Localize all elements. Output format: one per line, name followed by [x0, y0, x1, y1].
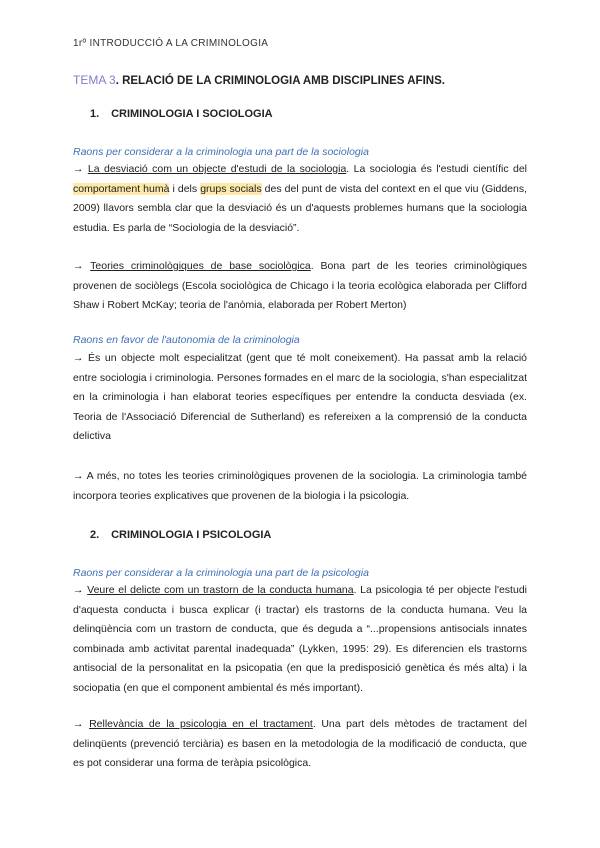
text: . La sociologia és l'estudi científic del [346, 163, 528, 175]
section-1-subheading-1: Raons per considerar a la criminologia una part de la sociologia [73, 146, 369, 158]
highlight: grups socials [200, 182, 262, 195]
section-1-paragraph-4: → A més, no totes les teories criminològiques provenen de la sociologia. La criminologia també incorpora teories explicatives que provenen de la biologia i la psicologia. [73, 470, 527, 502]
section-1-heading [90, 108, 273, 120]
section-1-title: CRIMINOLOGIA I SOCIOLOGIA [111, 108, 273, 120]
chapter-title [73, 73, 445, 87]
arrow: → [73, 718, 90, 730]
page-header: 1rº INTRODUCCIÓ A LA CRIMINOLOGIA [73, 38, 269, 49]
text: . La psicologia té per objecte l'estudi d'aquesta conducta i busca explicar (i tractar) els trastorns de la conducta humana. Veu la delinqüència com un trastorn de conducta, que és deguda a “...propensions antisocials innates combinada amb activitat parental inadequada” (Lykken, 1995: 29). Es diferencien els trastorns antisocial de la personalitat en la psicopatia (en que la predisposició genètica és més alta) i la sociopatia (en que el component ambiental és més important). [73, 584, 527, 694]
chapter-number: TEMA 3 [73, 73, 116, 87]
text: i dels [169, 182, 201, 195]
chapter-title-text: . RELACIÓ DE LA CRIMINOLOGIA AMB DISCIPLINES AFINS. [115, 75, 445, 87]
arrow: → [73, 584, 88, 596]
section-2-subheading-1: Raons per considerar a la criminologia una part de la psicologia [73, 567, 369, 579]
section-2-heading [90, 529, 271, 541]
text: . Una part dels mètodes de tractament del delinqüents (prevenció terciària) es basen en la metodologia de la modificació de conducta, que es pot considerar una forma de teràpia psicològica. [73, 718, 527, 769]
underlined-text: Rellevància de la psicologia en el tractament [89, 718, 313, 730]
underlined-text: Veure el delicte com un trastorn de la conducta humana [87, 584, 354, 596]
section-1-subheading-2: Raons en favor de l'autonomia de la criminologia [73, 334, 300, 346]
arrow: → [73, 260, 91, 272]
section-1-paragraph-2 [73, 257, 527, 316]
underlined-text: La desviació com un objecte d'estudi de la sociologia [87, 163, 347, 175]
text: des del punt de vista del context en el que viu (Giddens, 2009) llavors sembla clar que la desviació és un d'aquests problemes humans que la sociologia estudia. Es parla de “Sociologia de la desviació”. [73, 182, 528, 234]
section-2-paragraph-1 [73, 581, 527, 698]
section-1-paragraph-1 [73, 160, 527, 238]
section-2-paragraph-2 [73, 715, 527, 774]
section-1-number: 1. [90, 108, 100, 120]
highlight: comportament humà [73, 182, 170, 195]
section-1-paragraph-3: → És un objecte molt especialitzat (gent que té molt coneixement). Ha passat amb la relació entre sociologia i criminologia. Persones formades en el marc de la sociologia, s'han especialitzat en la criminologia i han elaborat teories específiques per entendre la conducta desviada (ex. Teoria de l'Associació Diferencial de Sutherland) es refereixen a la comprensió de la conducta delictiva [73, 352, 527, 442]
arrow: → [73, 163, 88, 175]
text: . Bona part de les teories criminològiques provenen de sociòlegs (Escola sociològica de Chicago i la teoria ecològica elaborada per Clifford Shaw i Robert McKay; teoria de l'anòmia, elaborada per Robert Merton) [73, 260, 527, 311]
section-2-number: 2. [90, 529, 100, 541]
section-2-title: CRIMINOLOGIA I PSICOLOGIA [111, 529, 272, 541]
underlined-text: Teories criminològiques de base sociològica [90, 260, 311, 272]
